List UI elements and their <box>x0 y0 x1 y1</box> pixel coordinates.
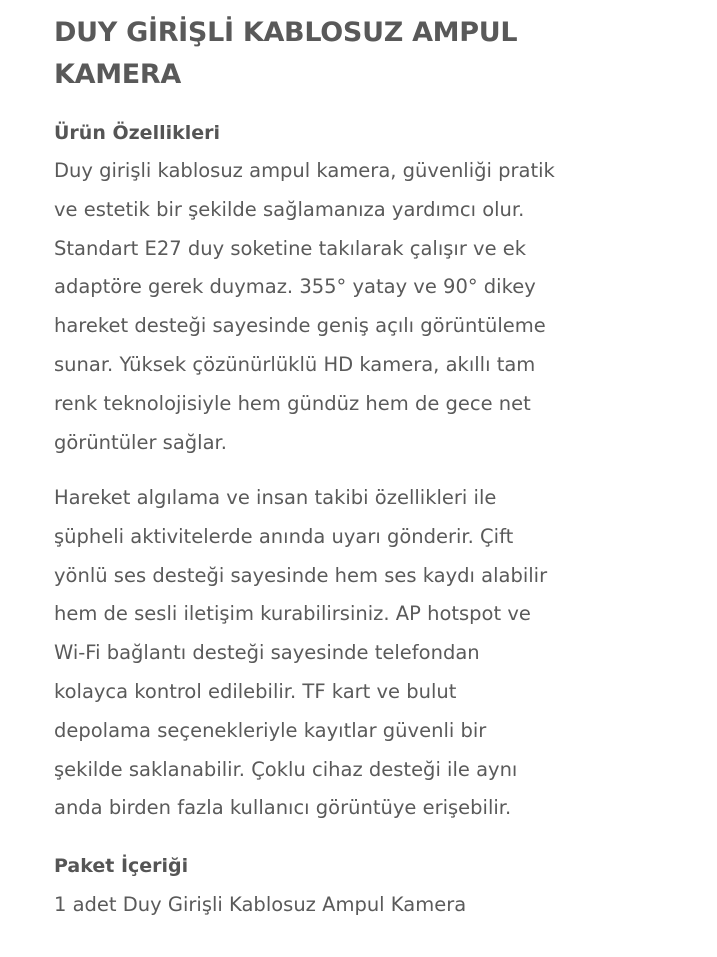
text-line: görüntüler sağlar. <box>54 430 227 454</box>
features-paragraph-2 <box>54 479 547 828</box>
title-line: DUY GİRİŞLİ KABLOSUZ AMPUL <box>54 17 518 48</box>
text-line: Standart E27 duy soketine takılarak çalışır ve ek <box>54 236 527 260</box>
text-line: hem de sesli iletişim kurabilirsiniz. AP hotspot ve <box>54 602 531 626</box>
features-heading: Ürün Özellikleri <box>54 122 221 144</box>
package-contents <box>54 886 466 925</box>
text-line: kolayca kontrol edilebilir. TF kart ve bulut <box>54 679 457 703</box>
text-line: şekilde saklanabilir. Çoklu cihaz desteği ile aynı <box>54 757 518 781</box>
text-line: Wi-Fi bağlantı desteği sayesinde telefondan <box>54 641 480 665</box>
text-line: Hareket algılama ve insan takibi özellikleri ile <box>54 486 497 509</box>
features-paragraph-1 <box>54 152 555 462</box>
text-line: yönlü ses desteği sayesinde hem ses kaydı alabilir <box>54 563 548 587</box>
text-line: 1 adet Duy Girişli Kablosuz Ampul Kamera <box>54 893 467 916</box>
text-line: ve estetik bir şekilde sağlamanıza yardımcı olur. <box>54 197 525 221</box>
text-line: anda birden fazla kullanıcı görüntüye erişebilir. <box>54 796 512 820</box>
text-line: hareket desteği sayesinde geniş açılı görüntüleme <box>54 314 546 338</box>
product-title <box>54 12 517 96</box>
text-line: şüpheli aktivitelerde anında uyarı gönderir. Çift <box>54 524 514 548</box>
text-line: Duy girişli kablosuz ampul kamera, güvenliği pratik <box>54 159 555 182</box>
text-line: renk teknolojisiyle hem gündüz hem de gece net <box>54 391 531 415</box>
text-line: depolama seçenekleriyle kayıtlar güvenli bir <box>54 718 487 742</box>
title-line: KAMERA <box>54 59 182 90</box>
text-line: adaptöre gerek duymaz. 355° yatay ve 90° dikey <box>54 275 536 299</box>
text-line: sunar. Yüksek çözünürlüklü HD kamera, akıllı tam <box>54 352 536 376</box>
package-heading: Paket İçeriği <box>54 855 189 877</box>
